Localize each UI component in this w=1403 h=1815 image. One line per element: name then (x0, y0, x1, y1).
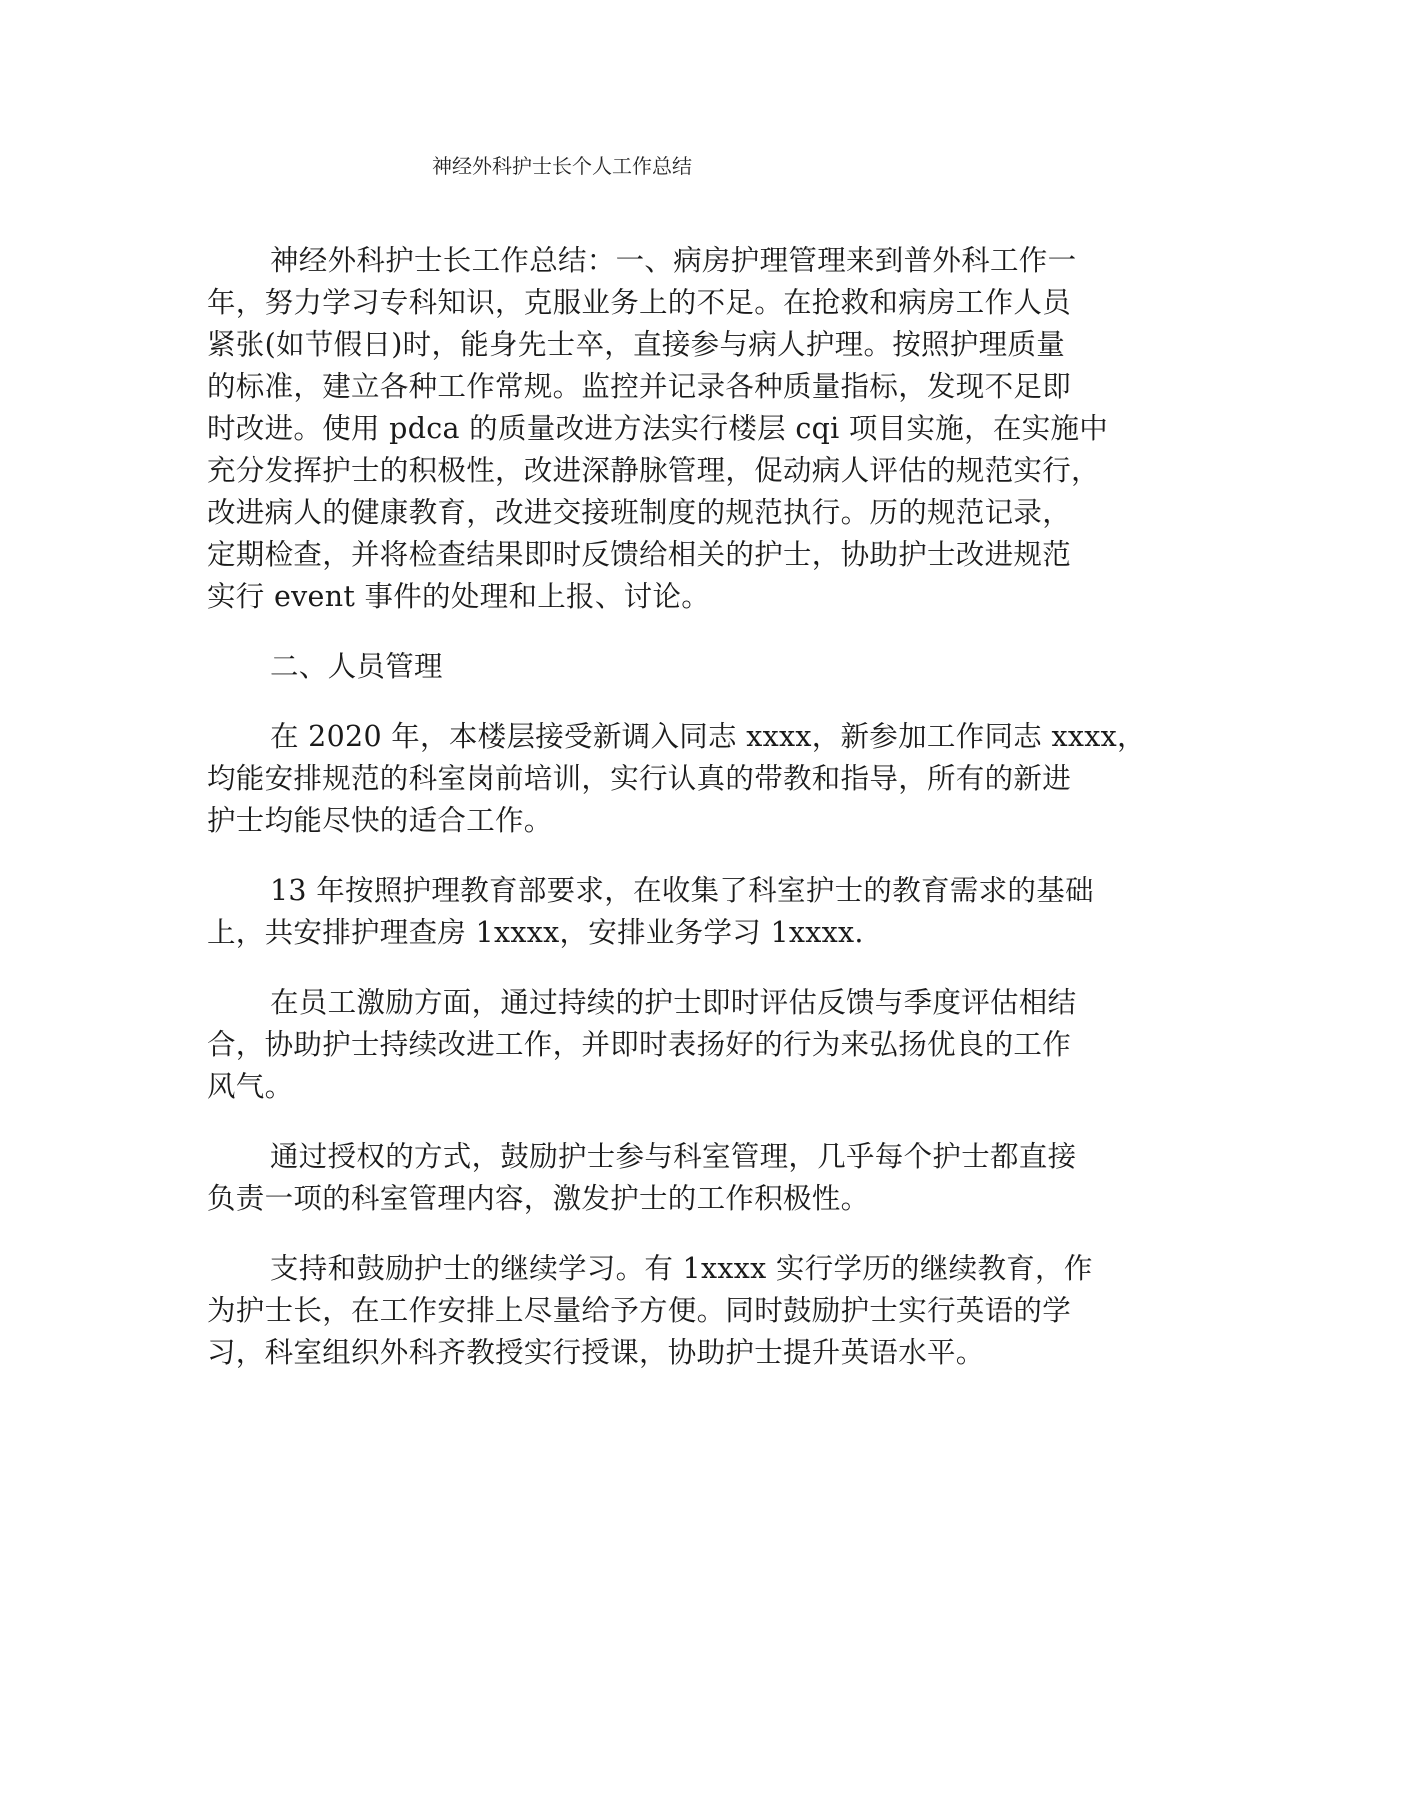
document-title: 神经外科护士长个人工作总结 (432, 154, 692, 178)
text-line: 紧张(如节假日)时，能身先士卒，直接参与病人护理。按照护理质量 (207, 328, 1066, 361)
text-line: 合，协助护士持续改进工作，并即时表扬好的行为来弘扬优良的工作 (207, 1028, 1072, 1061)
paragraph-education (207, 870, 1207, 954)
text-line: 习，科室组织外科齐教授实行授课，协助护士提升英语水平。 (207, 1336, 985, 1369)
text-line: 在员工激励方面，通过持续的护士即时评估反馈与季度评估相结 (270, 986, 1077, 1019)
text-line: 负责一项的科室管理内容，激发护士的工作积极性。 (207, 1182, 870, 1215)
paragraph-new-staff (207, 716, 1207, 842)
text-line: 实行 event 事件的处理和上报、讨论。 (207, 580, 711, 613)
text-line: 为护士长，在工作安排上尽量给予方便。同时鼓励护士实行英语的学 (207, 1294, 1072, 1327)
text-line: 充分发挥护士的积极性，改进深静脉管理，促动病人评估的规范实行， (207, 454, 1100, 487)
text-line: 通过授权的方式，鼓励护士参与科室管理，几乎每个护士都直接 (270, 1140, 1077, 1173)
text-line: 年，努力学习专科知识，克服业务上的不足。在抢救和病房工作人员 (207, 286, 1072, 319)
paragraph-empowerment (207, 1136, 1207, 1220)
text-line: 二、人员管理 (270, 650, 443, 683)
text-line: 改进病人的健康教育，改进交接班制度的规范执行。历的规范记录， (207, 496, 1072, 529)
text-line: 的标准，建立各种工作常规。监控并记录各种质量指标，发现不足即 (207, 370, 1072, 403)
text-line: 在 2020 年，本楼层接受新调入同志 xxxx，新参加工作同志 xxxx， (270, 720, 1146, 753)
paragraph-motivation (207, 982, 1207, 1108)
section-heading-personnel (207, 646, 1207, 688)
text-line: 时改进。使用 pdca 的质量改进方法实行楼层 cqi 项目实施，在实施中 (207, 412, 1109, 445)
paragraph-continuing-education (207, 1248, 1207, 1374)
paragraph-ward-management (207, 240, 1207, 618)
document-body (207, 240, 1207, 1402)
text-line: 定期检查，并将检查结果即时反馈给相关的护士，协助护士改进规范 (207, 538, 1072, 571)
text-line: 神经外科护士长工作总结：一、病房护理管理来到普外科工作一 (270, 244, 1077, 277)
text-line: 风气。 (207, 1070, 294, 1103)
text-line: 上，共安排护理查房 1xxxx，安排业务学习 1xxxx. (207, 916, 864, 949)
text-line: 支持和鼓励护士的继续学习。有 1xxxx 实行学历的继续教育，作 (270, 1252, 1093, 1285)
text-line: 13 年按照护理教育部要求，在收集了科室护士的教育需求的基础 (270, 874, 1094, 907)
text-line: 护士均能尽快的适合工作。 (207, 804, 553, 837)
text-line: 均能安排规范的科室岗前培训，实行认真的带教和指导，所有的新进 (207, 762, 1072, 795)
